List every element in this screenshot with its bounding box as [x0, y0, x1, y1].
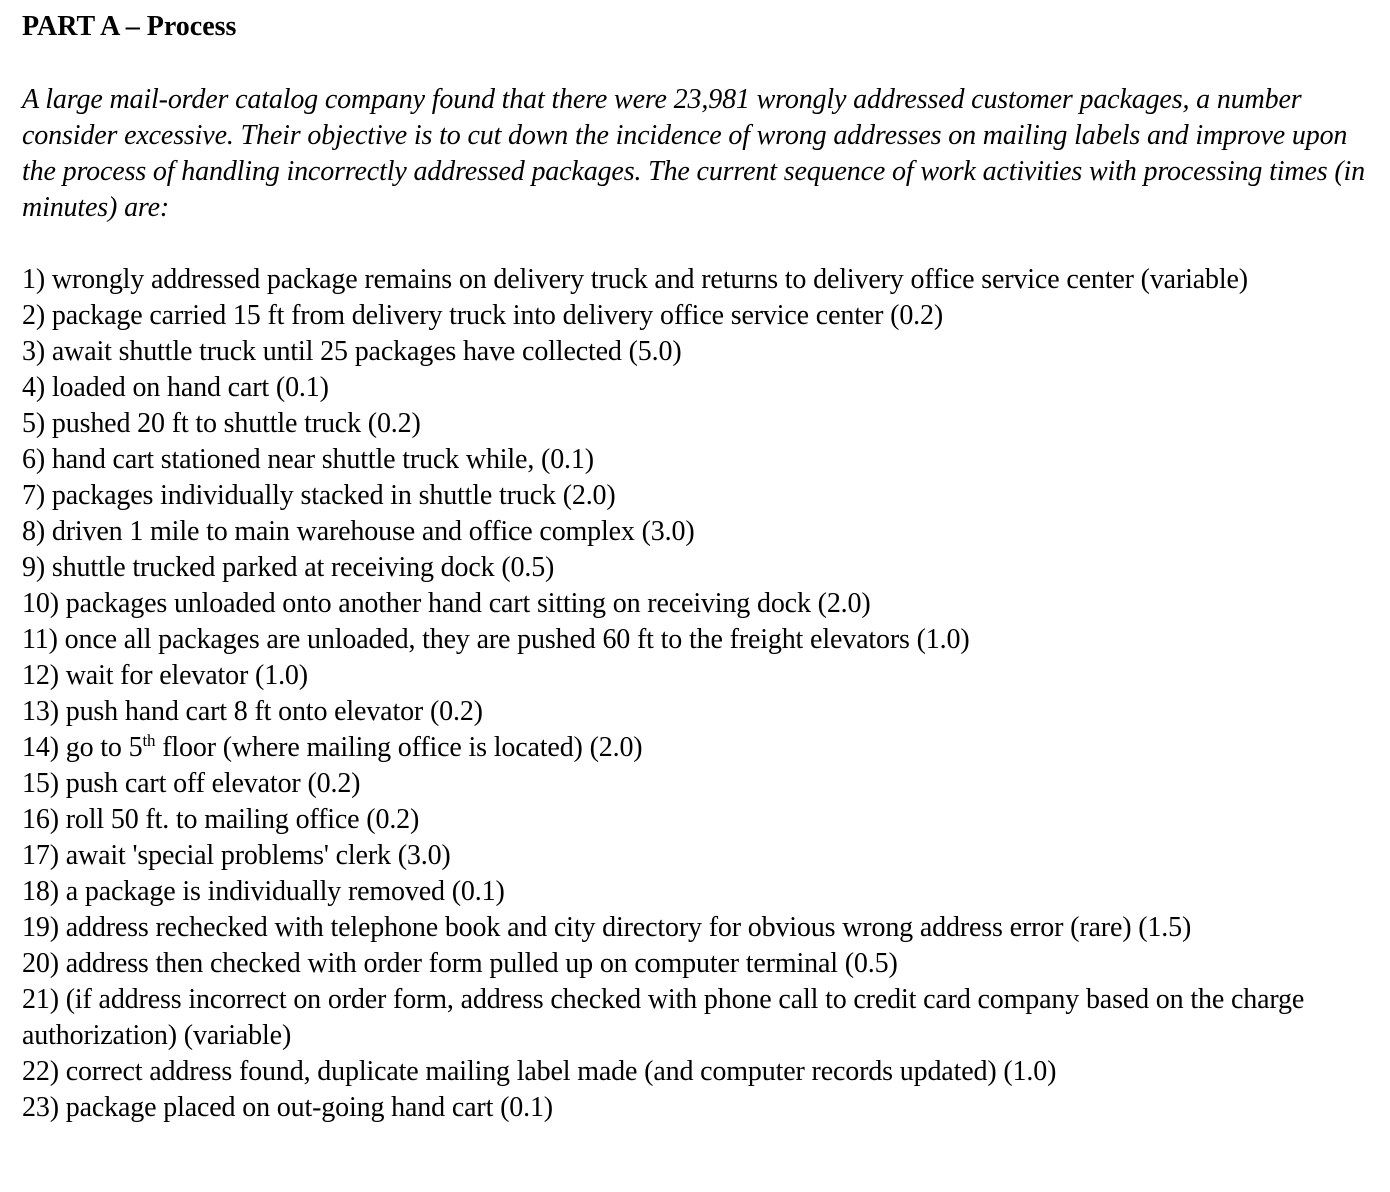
process-step: 20) address then checked with order form pulled up on computer terminal (0.5): [22, 948, 898, 979]
process-step: 5) pushed 20 ft to shuttle truck (0.2): [22, 408, 421, 439]
process-step: 3) await shuttle truck until 25 packages have collected (5.0): [22, 336, 682, 367]
ordinal-superscript: th: [142, 730, 156, 750]
process-step: 15) push cart off elevator (0.2): [22, 768, 361, 799]
process-step: 21) (if address incorrect on order form, address checked with phone call to credit card company based on the charge authorization) (variable): [22, 984, 1305, 1051]
process-step: 18) a package is individually removed (0.1): [22, 876, 505, 907]
process-step: 6) hand cart stationed near shuttle truck while, (0.1): [22, 444, 594, 475]
process-step: 1) wrongly addressed package remains on delivery truck and returns to delivery office service center (variable): [22, 264, 1248, 295]
process-step: 23) package placed on out-going hand cart (0.1): [22, 1092, 553, 1123]
step-text-after: floor (where mailing office is located) (2.0): [155, 732, 643, 763]
step-text-before: 14) go to 5: [22, 732, 143, 763]
part-a-heading: PART A – Process: [22, 11, 237, 42]
process-step: 13) push hand cart 8 ft onto elevator (0.2): [22, 696, 483, 727]
process-step: 9) shuttle trucked parked at receiving dock (0.5): [22, 552, 555, 583]
process-step: 2) package carried 15 ft from delivery truck into delivery office service center (0.2): [22, 300, 944, 331]
process-step: 16) roll 50 ft. to mailing office (0.2): [22, 804, 420, 835]
process-step: 12) wait for elevator (1.0): [22, 660, 308, 691]
process-step: 7) packages individually stacked in shuttle truck (2.0): [22, 480, 616, 511]
process-step: [22, 730, 1372, 766]
process-step: 11) once all packages are unloaded, they are pushed 60 ft to the freight elevators (1.0): [22, 624, 970, 655]
process-step: 4) loaded on hand cart (0.1): [22, 372, 329, 403]
process-step: 10) packages unloaded onto another hand cart sitting on receiving dock (2.0): [22, 588, 871, 619]
process-step: 22) correct address found, duplicate mailing label made (and computer records updated) (1.0): [22, 1056, 1057, 1087]
process-step: 8) driven 1 mile to main warehouse and office complex (3.0): [22, 516, 695, 547]
process-steps-list: [22, 262, 1372, 1126]
process-step: 19) address rechecked with telephone book and city directory for obvious wrong address error (rare) (1.5): [22, 912, 1192, 943]
intro-paragraph: A large mail-order catalog company found that there were 23,981 wrongly addressed customer packages, a number consider excessive. Their objective is to cut down the incidence of wrong addresses on mailing labels and improve upon the process of handling incorrectly addressed packages. The current sequence of work activities with processing times (in minutes) are:: [22, 84, 1365, 223]
document-page: [22, 8, 1372, 1126]
process-step: 17) await 'special problems' clerk (3.0): [22, 840, 451, 871]
